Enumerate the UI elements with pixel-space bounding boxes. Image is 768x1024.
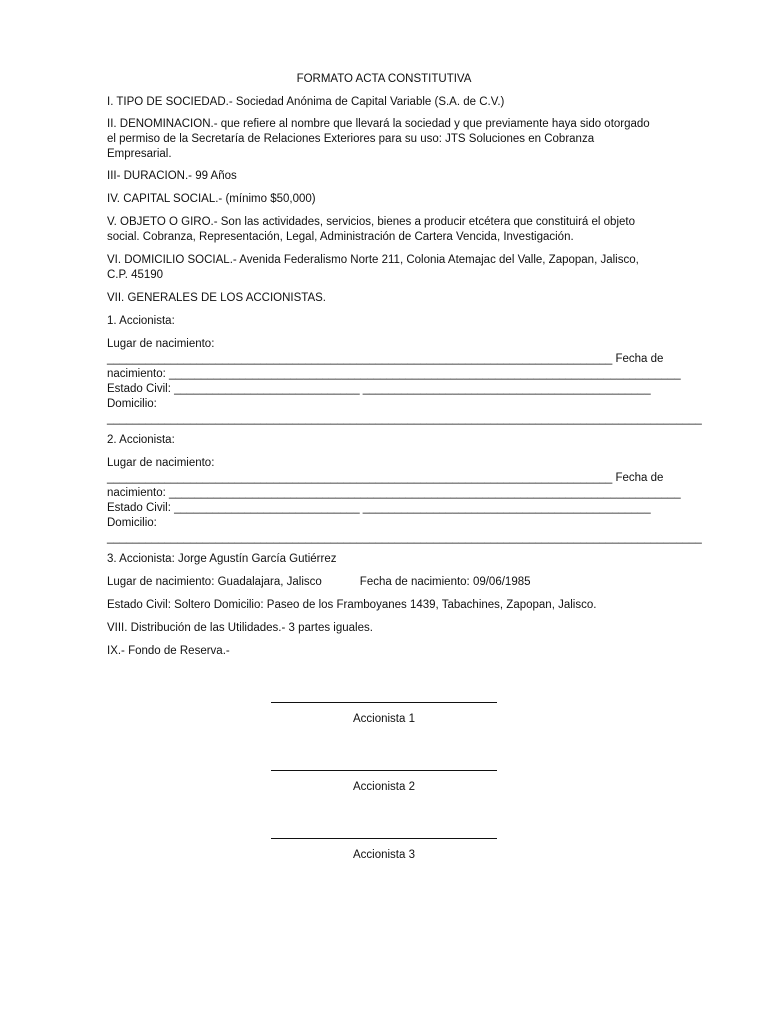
lugar-nacimiento-label: Lugar de nacimiento: (107, 338, 215, 350)
section-generales: VII. GENERALES DE LOS ACCIONISTAS. (107, 292, 326, 304)
section-label: IV. CAPITAL SOCIAL.- (107, 193, 223, 205)
section-tipo-sociedad (107, 95, 652, 110)
section-text: Avenida Federalismo Norte 211, Colonia Atemajac del Valle, Zapopan, Jalisco, C.P. 45190 (107, 254, 639, 281)
form-line: _______________________________________________________________________________ Fecha de (107, 353, 664, 365)
accionista-1-heading: 1. Accionista: (107, 315, 175, 327)
section-label: V. OBJETO O GIRO.- (107, 216, 218, 228)
signature-line (271, 702, 497, 703)
section-text: Sociedad Anónima de Capital Variable (S.A. de C.V.) (235, 96, 505, 108)
form-line: nacimiento: ________________________________________________________________________________ (107, 487, 681, 499)
signature-label-2: Accionista 2 (352, 781, 415, 793)
accionista-3-estado-domicilio: Estado Civil: Soltero Domicilio: Paseo de los Framboyanes 1439, Tabachines, Zapopan, Jalisco. (107, 599, 597, 611)
section-label: VI. DOMICILIO SOCIAL.- (107, 254, 237, 266)
section-duracion (107, 169, 652, 184)
section-label: I. TIPO DE SOCIEDAD.- (107, 96, 233, 108)
domicilio-label: Domicilio: (107, 517, 157, 529)
domicilio-label: Domicilio: (107, 398, 157, 410)
signature-line (271, 770, 497, 771)
section-label: II. DENOMINACION.- (107, 118, 218, 130)
fecha-nacimiento: Fecha de nacimiento: 09/06/1985 (359, 576, 531, 588)
accionista-3-nacimiento (107, 575, 652, 590)
section-denominacion (107, 117, 652, 162)
signature-label-3: Accionista 3 (352, 849, 415, 861)
section-text: Son las actividades, servicios, bienes a producir etcétera que constituirá el objeto social. Cobranza, Representación, Legal, Administración de Cartera Vencida, Investigación. (107, 216, 635, 243)
accionista-2-form (107, 456, 702, 546)
section-text: 99 Años (195, 170, 237, 182)
accionista-3-heading: 3. Accionista: Jorge Agustín García Gutiérrez (107, 553, 337, 565)
signature-line (271, 838, 497, 839)
form-line: _____________________________________________________________________________________________ (107, 532, 702, 544)
signature-label-1: Accionista 1 (352, 713, 415, 725)
section-label: VIII. Distribución de las Utilidades.- (107, 622, 286, 634)
lugar-nacimiento: Lugar de nacimiento: Guadalajara, Jalisco (107, 576, 322, 588)
section-text: que refiere al nombre que llevará la sociedad y que previamente haya sido otorgado el permiso de la Secretaría de Relaciones Exteriores para su uso: JTS Soluciones en Cobranza Empresarial. (107, 118, 650, 160)
section-utilidades (107, 621, 652, 636)
section-text: 3 partes iguales. (288, 622, 373, 634)
accionista-1-form (107, 337, 702, 427)
lugar-nacimiento-label: Lugar de nacimiento: (107, 457, 215, 469)
section-fondo-reserva: IX.- Fondo de Reserva.- (107, 645, 230, 657)
section-capital-social (107, 192, 652, 207)
form-line: nacimiento: ________________________________________________________________________________ (107, 368, 681, 380)
form-line: _____________________________________________________________________________________________ (107, 413, 702, 425)
section-text: (mínimo $50,000) (225, 193, 316, 205)
section-domicilio-social (107, 253, 652, 283)
document-title: FORMATO ACTA CONSTITUTIVA (296, 73, 472, 85)
form-line: Estado Civil: _____________________________ _____________________________________________ (107, 502, 651, 514)
form-line: _______________________________________________________________________________ Fecha de (107, 472, 664, 484)
accionista-2-heading: 2. Accionista: (107, 434, 175, 446)
section-objeto-giro (107, 215, 652, 245)
section-label: III- DURACION.- (107, 170, 192, 182)
form-line: Estado Civil: _____________________________ _____________________________________________ (107, 383, 651, 395)
